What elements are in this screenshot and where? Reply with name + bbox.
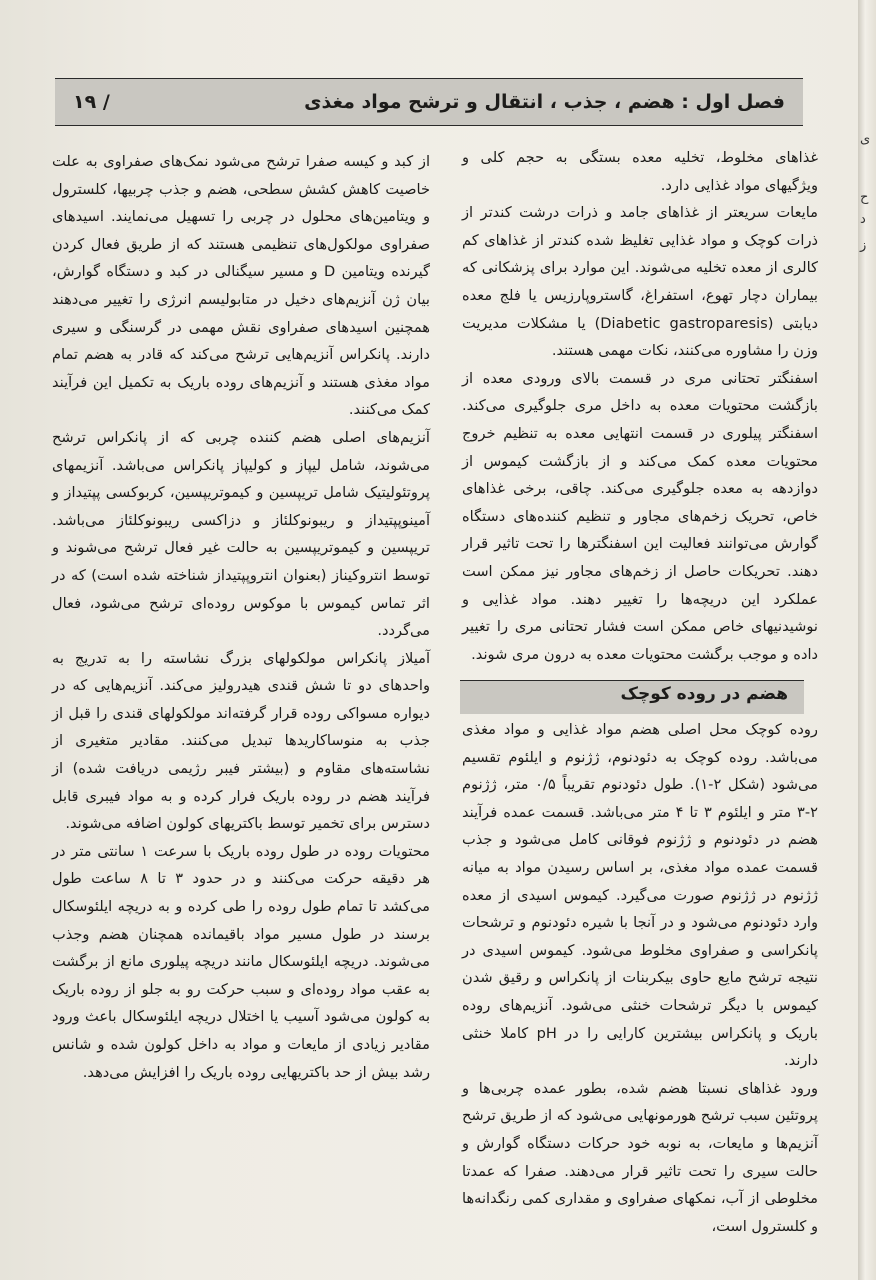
section-heading [460,680,804,714]
paragraph: روده کوچک محل اصلی هضم مواد غذایی و مواد مغذی می‌باشد. روده کوچک به دئودنوم، ژژنوم و ایلئوم تقسیم می‌شود (شکل ۲-۱). طول دئودنوم تقریباً ۰/۵ متر، ژژنوم ۲-۳ متر و ایلئوم ۳ تا ۴ متر می‌باشد. قسمت عمده فرآیند هضم در دئودنوم و ژژنوم فوقانی کامل می‌شود و جذب قسمت عمده مواد مغذی، بر اساس رسیدن مواد به میانه ژژنوم در ژژنوم صورت می‌گیرد. کیموس اسیدی از معده وارد دئودنوم می‌شود و در آنجا با شیره دئودنوم و ترشحات پانکراسی و صفراوی مخلوط می‌شود. کیموس اسیدی در نتیجه ترشح مایع حاوی بیکربنات از پانکراس و رقیق شدن کیموس با دیگر ترشحات خنثی می‌شود. آنزیم‌های روده باریک و پانکراس بیشترین کارایی را در pH کاملا خنثی دارند. [462,721,818,1070]
edge-fragment: ی [860,132,871,147]
left-column [52,148,430,1086]
paragraph: آنزیم‌های اصلی هضم کننده چربی که از پانکراس ترشح می‌شوند، شامل لیپاز و کولیپاز پانکراس می‌باشد. آنزیمهای پروتئولیتیک شامل تریپسین و کیموتریپسین، کربوکسی پپتیداز و آمینوپپتیداز و ریبونوکلئاز و دزاکسی ریبونوکلئاز می‌باشد. تریپسین و کیموتریپسین به حالت غیر فعال ترشح می‌شوند و توسط انتروکیناز (بعنوان انتروپپتیداز شناخته شده است) که در اثر تماس کیموس با موکوس روده‌ای ترشح می‌شود، فعال می‌گردد. [52,428,430,640]
running-header [55,78,803,126]
paragraph: غذاهای مخلوط، تخلیه معده بستگی به حجم کلی و ویژگیهای مواد غذایی دارد. [462,149,818,194]
paragraph: از کبد و کیسه صفرا ترشح می‌شود نمک‌های صفراوی به علت خاصیت کاهش کشش سطحی، هضم و جذب چربیها، کلسترول و ویتامین‌های محلول در چربی را تسهیل می‌نمایند. اسیدهای صفراوی مولکول‌های تنظیمی هستند که از طریق فعال کردن گیرنده ویتامین D و مسیر سیگنالی در کبد و دستگاه گوارش، بیان ژن آنزیم‌های دخیل در متابولیسم انرژی را تغییر می‌دهند همچنین اسیدهای صفراوی نقش مهمی در گرسنگی و سیری دارند. پانکراس آنزیم‌هایی ترشح می‌کند که قادر به هضم تمام مواد مغذی هستند و آنزیم‌های روده باریک به تکمیل این فرآیند کمک می‌کنند. [52,153,430,419]
right-column [462,144,818,668]
edge-fragment: ح [860,190,869,205]
chapter-title: فصل اول : هضم ، جذب ، انتقال و ترشح مواد مغذی [304,91,785,113]
paragraph: مایعات سریعتر از غذاهای جامد و ذرات درشت کندتر از ذرات کوچک و مواد غذایی تغلیظ شده کندتر از غذاهای کم کالری از معده تخلیه می‌شوند. این موارد برای پزشکانی که بیماران دچار تهوع، استفراغ، گاستروپارزیس یا فلج معده دیابتی (Diabetic gastroparesis) یا مشکلات مدیریت وزن را مشاوره می‌کنند، نکات مهمی هستند. [462,204,818,360]
edge-fragment: د [860,212,866,227]
paragraph: محتویات روده در طول روده باریک با سرعت ۱ سانتی متر در هر دقیقه حرکت می‌کنند و در حدود ۳ تا ۸ ساعت طول می‌کشد تا تمام طول روده را طی کرده و به دریچه ایلئوسکال برسند در طول مسیر مواد باقیمانده همچنان هضم وجذب می‌شوند. دریچه ایلئوسکال مانند دریچه پیلوری مانع از برگشت به عقب مواد روده‌ای و سبب حرکت رو به جلو از روده باریک به کولون می‌شود آسیب یا اختلال دریچه ایلئوسکال باعث ورود مقادیر زیادی از مایعات و مواد به داخل کولون شده و شانس رشد بیش از حد باکتریهایی روده باریک را افزایش می‌دهد. [52,842,430,1081]
section-title: هضم در روده کوچک [620,684,788,704]
page-number: / ۱۹ [73,91,110,113]
paragraph: ورود غذاهای نسبتا هضم شده، بطور عمده چربی‌ها و پروتئین سبب ترشح هورمونهایی می‌شود که از طریق ترشح آنزیم‌ها و مایعات، به نوبه خود حرکات دستگاه گوارش و حالت سیری را تحت تاثیر قرار می‌دهند. صفرا که عمدتا مخلوطی از آب، نمکهای صفراوی و مقداری کمی رنگدانه‌ها و کلسترول است، [462,1079,818,1235]
paragraph: آمیلاز پانکراس مولکولهای بزرگ نشاسته را به تدریج به واحدهای دو تا شش قندی هیدرولیز می‌کند. آنزیم‌هایی که در دیواره مسواکی روده قرار گرفته‌اند مولکولهای قندی را قبل از جذب به منوساکاریدها تبدیل می‌کنند. مقادیر متغیری از نشاسته‌های مقاوم و (بیشتر فیبر رژیمی دریافت شده) از فرآیند هضم در روده باریک فرار کرده و به مواد فیبری قابل دسترس برای تخمیر توسط باکتریهای کولون اضافه می‌شوند. [52,649,430,833]
paragraph: اسفنگتر تحتانی مری در قسمت بالای ورودی معده از بازگشت محتویات معده به داخل مری جلوگیری می‌کند. اسفنگتر پیلوری در قسمت انتهایی معده به تنظیم خروج محتویات معده کمک می‌کند و از بازگشت کیموس از دوازدهه به معده جلوگیری می‌کند. چاقی، برخی غذاهای خاص، تحریک زخم‌های مجاور و تنظیم کننده‌های دستگاه گوارش می‌توانند فعالیت این اسفنگترها را تحت تاثیر قرار دهند. تحریکات حاصل از زخم‌های مجاور نیز ممکن است عملکرد این دریچه‌ها را تغییر دهند. مواد غذایی و نوشیدنیهای خاص ممکن است فشار تحتانی مری را تغییر داده و موجب برگشت محتویات معده به درون مری شوند. [462,369,818,663]
edge-fragment: ز [860,238,867,253]
right-column-section [462,716,818,1240]
